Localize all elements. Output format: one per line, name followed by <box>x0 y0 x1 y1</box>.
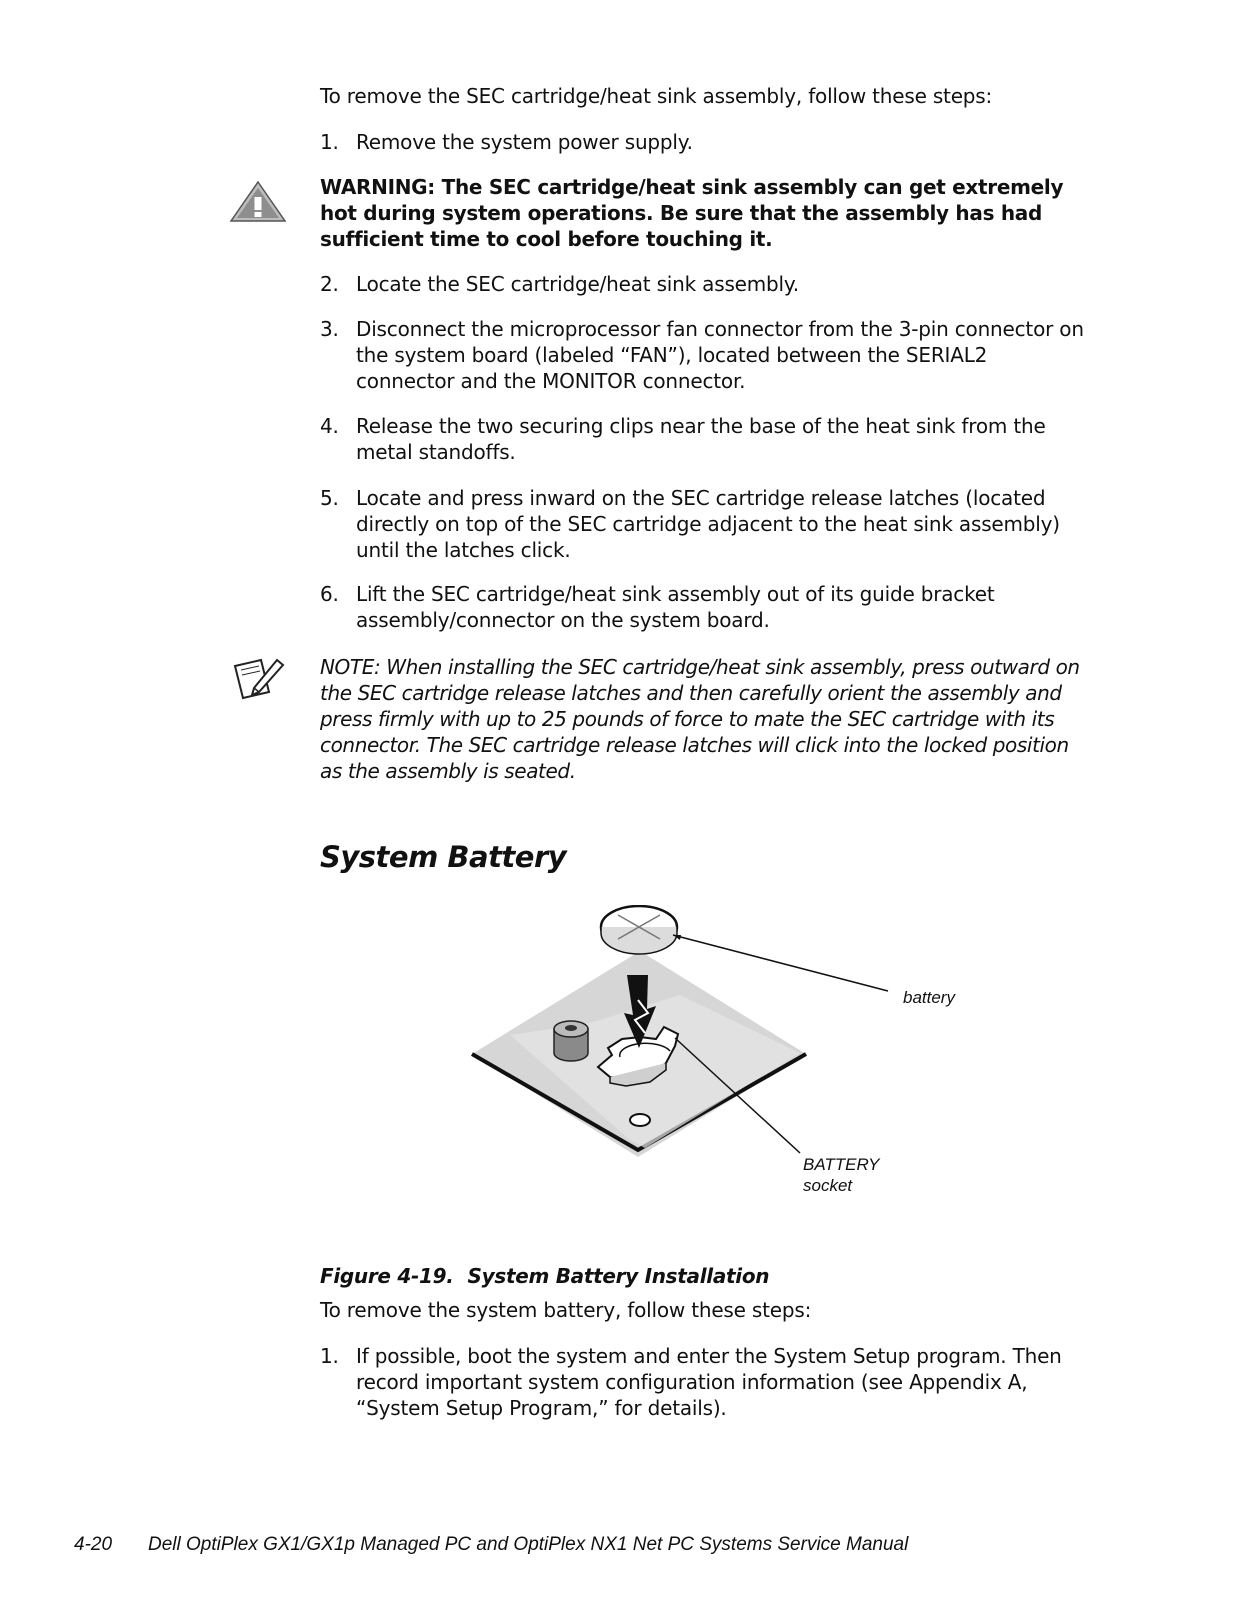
board-hole <box>630 1114 650 1126</box>
section-heading: System Battery <box>320 840 567 874</box>
footer-manual-title: Dell OptiPlex GX1/GX1p Managed PC and OptiPlex NX1 Net PC Systems Service Manual <box>148 1534 909 1555</box>
step-text: Disconnect the microprocessor fan connector from the 3-pin connector on the system board (labeled “FAN”), located between the SERIAL2 connector and the MONITOR connector. <box>356 317 1084 393</box>
step-number: 3. <box>320 317 339 341</box>
step-item <box>320 1343 1090 1421</box>
step-number: 1. <box>320 1344 339 1368</box>
note-text: NOTE: When installing the SEC cartridge/heat sink assembly, press outward on the SEC cartridge release latches and then carefully orient the assembly and press firmly with up to 25 pounds of force to mate the SEC cartridge with its connector. The SEC cartridge release latches will click into the locked position as the assembly is seated. <box>320 655 1080 783</box>
step-number: 4. <box>320 414 339 438</box>
footer-page-number: 4-20 <box>74 1534 113 1555</box>
step-text: Locate and press inward on the SEC cartridge release latches (located directly on top of the SEC cartridge adjacent to the heat sink assembly) until the latches click. <box>356 486 1060 562</box>
battery-leader-line <box>673 935 888 991</box>
battery-installation-figure <box>470 905 970 1195</box>
note-pencil-icon <box>233 656 285 702</box>
step-item <box>320 271 1090 297</box>
step-number: 2. <box>320 272 339 296</box>
step-item <box>320 581 1090 633</box>
step-number: 5. <box>320 486 339 510</box>
intro-paragraph: To remove the SEC cartridge/heat sink assembly, follow these steps: <box>320 84 993 108</box>
figure-caption-title: System Battery Installation <box>467 1264 770 1288</box>
step-number: 6. <box>320 582 339 606</box>
step-item <box>320 413 1090 465</box>
step-text: If possible, boot the system and enter the System Setup program. Then record important system configuration information (see Appendix A, “System Setup Program,” for details). <box>356 1344 1062 1420</box>
warning-icon <box>229 180 287 224</box>
step-text: Release the two securing clips near the base of the heat sink from the metal standoffs. <box>356 414 1046 464</box>
socket-label-line2: socket <box>803 1176 853 1195</box>
warning-text: WARNING: The SEC cartridge/heat sink assembly can get extremely hot during system operations. Be sure that the assembly has had sufficient time to cool before touching it. <box>320 175 1064 251</box>
step-item <box>320 316 1090 394</box>
battery-label: battery <box>903 988 955 1007</box>
step-number: 1. <box>320 130 339 154</box>
step-text: Remove the system power supply. <box>356 130 693 154</box>
step-text: Lift the SEC cartridge/heat sink assembly out of its guide bracket assembly/connector on the system board. <box>356 582 995 632</box>
socket-label-line1: BATTERY <box>803 1155 880 1174</box>
intro2-paragraph: To remove the system battery, follow these steps: <box>320 1298 812 1322</box>
step-text: Locate the SEC cartridge/heat sink assembly. <box>356 272 799 296</box>
step-item <box>320 485 1090 563</box>
page-footer <box>74 1534 908 1556</box>
step-item <box>320 129 1090 155</box>
figure-caption <box>320 1264 769 1288</box>
figure-caption-number: Figure 4-19. <box>320 1264 454 1288</box>
